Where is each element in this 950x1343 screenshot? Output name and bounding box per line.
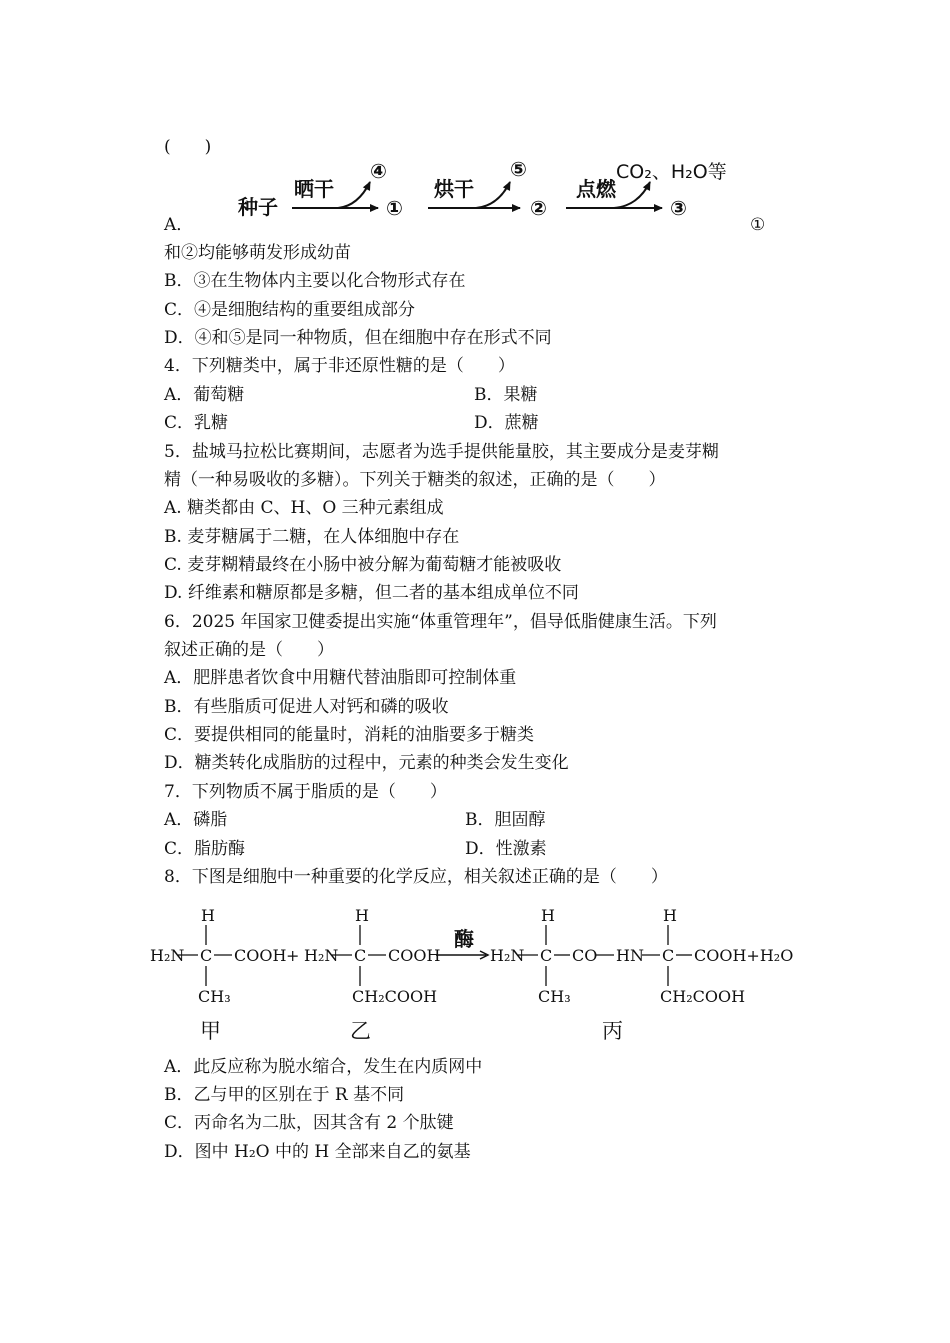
branch-arrow-1 — [338, 182, 370, 208]
jia-carboxyl: COOH — [234, 946, 287, 965]
bing-carboxyl-water: COOH+H₂O — [694, 946, 794, 965]
label-bing: 丙 — [602, 1019, 623, 1043]
q3-option-a-right: ① — [750, 215, 766, 235]
enzyme-label: 酶 — [454, 927, 474, 951]
q3-stem-tail: ( ) — [164, 137, 212, 157]
node-1: ① — [386, 196, 403, 220]
branch-arrow-2 — [476, 182, 510, 208]
q7-stem: 7．下列物质不属于脂质的是（ ） — [164, 782, 447, 802]
label-yi: 乙 — [350, 1019, 371, 1043]
q4-option-b: B．果糖 — [474, 385, 538, 405]
plus-sign: + — [286, 946, 300, 965]
yi-alpha-c: C — [354, 946, 367, 965]
label-jia: 甲 — [200, 1019, 221, 1043]
q3-diagram — [230, 152, 750, 228]
q6-stem-line2: 叙述正确的是（ ） — [164, 640, 334, 660]
q8-option-d: D．图中 H₂O 中的 H 全部来自乙的氨基 — [164, 1142, 471, 1162]
q7-option-c: C．脂肪酶 — [164, 839, 246, 859]
node-2: ② — [530, 196, 547, 220]
node-4: ④ — [370, 159, 387, 183]
q5-option-b: B. 麦芽糖属于二糖，在人体细胞中存在 — [164, 527, 460, 547]
bing-amino: H₂N — [490, 946, 525, 965]
q5-stem-line2: 精（一种易吸收的多糖）。下列关于糖类的叙述，正确的是（ ） — [164, 470, 666, 490]
yi-top-h: H — [355, 906, 369, 925]
bing-top-h1: H — [541, 906, 555, 925]
q4-option-d: D．蔗糖 — [474, 413, 539, 433]
q8-option-a: A．此反应称为脱水缩合，发生在内质网中 — [164, 1057, 483, 1077]
q8-reaction-diagram — [146, 898, 796, 1048]
q6-option-d: D．糖类转化成脂肪的过程中，元素的种类会发生变化 — [164, 753, 569, 773]
node-3: ③ — [670, 196, 687, 220]
step1-label: 晒干 — [294, 177, 334, 201]
jia-r-group: CH₃ — [198, 987, 231, 1006]
q5-option-c: C. 麦芽糊精最终在小肠中被分解为葡萄糖才能被吸收 — [164, 555, 562, 575]
bing-r-group2: CH₂COOH — [660, 987, 746, 1006]
step2-label: 烘干 — [434, 177, 474, 201]
yi-carboxyl: COOH — [388, 946, 441, 965]
q4-stem: 4．下列糖类中，属于非还原性糖的是（ ） — [164, 356, 515, 376]
node-5: ⑤ — [510, 157, 527, 181]
q3-option-c: C．④是细胞结构的重要组成部分 — [164, 300, 416, 320]
q3-option-a-cont: 和②均能够萌发形成幼苗 — [164, 243, 351, 263]
q5-option-d: D. 纤维素和糖原都是多糖，但二者的基本组成单位不同 — [164, 583, 579, 603]
q6-option-b: B．有些脂质可促进人对钙和磷的吸收 — [164, 697, 449, 717]
q3-option-b: B．③在生物体内主要以化合物形式存在 — [164, 271, 466, 291]
q6-option-a: A．肥胖患者饮食中用糖代替油脂即可控制体重 — [164, 668, 517, 688]
jia-top-h: H — [201, 906, 215, 925]
seed-label: 种子 — [238, 195, 278, 219]
branch-arrow-3 — [614, 182, 650, 208]
q4-option-a: A．葡萄糖 — [164, 385, 245, 405]
q7-option-a: A．磷脂 — [164, 810, 228, 830]
q5-option-a: A. 糖类都由 C、H、O 三种元素组成 — [164, 498, 444, 518]
q8-option-c: C．丙命名为二肽，因其含有 2 个肽键 — [164, 1113, 454, 1133]
jia-alpha-c: C — [200, 946, 213, 965]
bing-alpha-c2: C — [662, 946, 675, 965]
q7-option-d: D．性激素 — [465, 839, 547, 859]
jia-amino: H₂N — [150, 946, 185, 965]
q5-stem-line1: 5．盐城马拉松比赛期间，志愿者为选手提供能量胶，其主要成分是麦芽糊 — [164, 442, 719, 462]
step3-label: 点燃 — [576, 177, 616, 201]
q3-option-a-prefix: A． — [164, 215, 194, 235]
q8-stem: 8．下图是细胞中一种重要的化学反应，相关叙述正确的是（ ） — [164, 867, 668, 887]
bing-alpha-c1: C — [540, 946, 553, 965]
bing-hn: HN — [616, 946, 644, 965]
q8-option-b: B．乙与甲的区别在于 R 基不同 — [164, 1085, 405, 1105]
q6-stem-line1: 6．2025 年国家卫健委提出实施“体重管理年”，倡导低脂健康生活。下列 — [164, 612, 717, 632]
q7-option-b: B．胆固醇 — [465, 810, 546, 830]
bing-top-h2: H — [663, 906, 677, 925]
bing-co: CO — [572, 946, 598, 965]
q4-option-c: C．乳糖 — [164, 413, 229, 433]
bing-r-group1: CH₃ — [538, 987, 571, 1006]
q3-option-d: D．④和⑤是同一种物质，但在细胞中存在形式不同 — [164, 328, 552, 348]
q6-option-c: C．要提供相同的能量时，消耗的油脂要多于糖类 — [164, 725, 535, 745]
yi-amino: H₂N — [304, 946, 339, 965]
yi-r-group: CH₂COOH — [352, 987, 438, 1006]
products-label: CO₂、H₂O等 — [616, 161, 727, 183]
